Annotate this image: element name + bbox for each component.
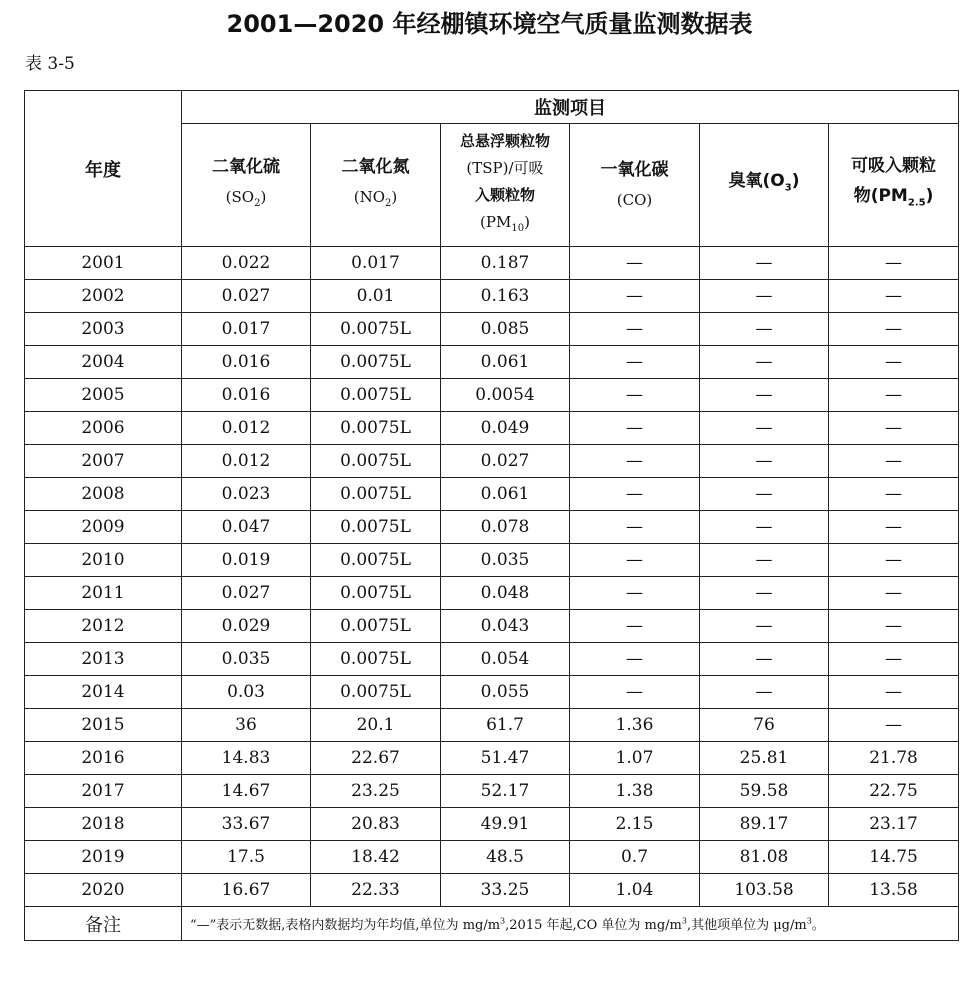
- cell-pm25: —: [829, 247, 959, 280]
- cell-co: —: [570, 313, 700, 346]
- table-row: [25, 511, 959, 544]
- cell-pm25: 21.78: [829, 742, 959, 775]
- cell-so2: 0.03: [182, 676, 311, 709]
- cell-so2: 36: [182, 709, 311, 742]
- cell-tsp: 0.055: [441, 676, 570, 709]
- cell-year: 2010: [25, 544, 182, 577]
- cell-tsp: 0.035: [441, 544, 570, 577]
- cell-co: 1.07: [570, 742, 700, 775]
- cell-tsp: 0.163: [441, 280, 570, 313]
- cell-year: 2001: [25, 247, 182, 280]
- cell-o3: 81.08: [700, 841, 829, 874]
- cell-co: —: [570, 247, 700, 280]
- cell-tsp: 0.187: [441, 247, 570, 280]
- cell-co: —: [570, 412, 700, 445]
- cell-o3: —: [700, 313, 829, 346]
- note-text: “—”表示无数据,表格内数据均为年均值,单位为 $mg/m^3,2015$ 年起,CO 单位为 $mg/m^3$,其他项单位为 $\mu g/m^3$。: [182, 907, 959, 941]
- cell-so2: 0.023: [182, 478, 311, 511]
- table-row: [25, 577, 959, 610]
- cell-no2: 18.42: [311, 841, 441, 874]
- cell-no2: 0.0075L: [311, 313, 441, 346]
- cell-pm25: —: [829, 445, 959, 478]
- table-row: [25, 610, 959, 643]
- cell-so2: 0.027: [182, 280, 311, 313]
- cell-no2: 23.25: [311, 775, 441, 808]
- cell-o3: —: [700, 544, 829, 577]
- cell-pm25: —: [829, 544, 959, 577]
- cell-co: —: [570, 610, 700, 643]
- cell-year: 2003: [25, 313, 182, 346]
- cell-year: 2020: [25, 874, 182, 907]
- cell-pm25: —: [829, 511, 959, 544]
- header-so2-name: 二氧化硫: [212, 156, 280, 177]
- cell-tsp: 33.25: [441, 874, 570, 907]
- cell-o3: 103.58: [700, 874, 829, 907]
- cell-co: —: [570, 643, 700, 676]
- cell-tsp: 49.91: [441, 808, 570, 841]
- cell-co: —: [570, 511, 700, 544]
- header-tsp-line1: 总悬浮颗粒物: [459, 132, 550, 150]
- header-tsp-line3: 入颗粒物: [474, 186, 535, 204]
- header-o3: 臭氧$(O_3)$: [700, 124, 829, 247]
- cell-tsp: 51.47: [441, 742, 570, 775]
- cell-year: 2017: [25, 775, 182, 808]
- table-row: [25, 808, 959, 841]
- cell-pm25: —: [829, 676, 959, 709]
- cell-year: 2019: [25, 841, 182, 874]
- cell-so2: 0.016: [182, 379, 311, 412]
- table-row: [25, 478, 959, 511]
- cell-year: 2008: [25, 478, 182, 511]
- cell-so2: 0.035: [182, 643, 311, 676]
- cell-year: 2006: [25, 412, 182, 445]
- cell-so2: 0.022: [182, 247, 311, 280]
- cell-no2: 0.0075L: [311, 610, 441, 643]
- cell-so2: 33.67: [182, 808, 311, 841]
- table-body: [25, 247, 959, 907]
- cell-co: —: [570, 478, 700, 511]
- cell-pm25: —: [829, 577, 959, 610]
- header-no2-formula: $(NO_2)$: [353, 187, 398, 209]
- header-so2-formula: $(SO_2)$: [225, 187, 267, 209]
- table-row: [25, 379, 959, 412]
- table-row: [25, 775, 959, 808]
- cell-pm25: 22.75: [829, 775, 959, 808]
- cell-tsp: 0.048: [441, 577, 570, 610]
- cell-year: 2007: [25, 445, 182, 478]
- cell-tsp: 0.061: [441, 346, 570, 379]
- cell-so2: 16.67: [182, 874, 311, 907]
- cell-o3: —: [700, 676, 829, 709]
- cell-pm25: —: [829, 412, 959, 445]
- cell-o3: —: [700, 511, 829, 544]
- cell-pm25: —: [829, 280, 959, 313]
- cell-year: 2016: [25, 742, 182, 775]
- cell-o3: 59.58: [700, 775, 829, 808]
- cell-o3: —: [700, 577, 829, 610]
- cell-no2: 0.01: [311, 280, 441, 313]
- cell-no2: 0.0075L: [311, 676, 441, 709]
- cell-co: 1.38: [570, 775, 700, 808]
- cell-no2: 0.0075L: [311, 346, 441, 379]
- header-tsp-formula: $(PM_{10})$: [480, 213, 530, 234]
- table-number: 表 3-5: [25, 54, 75, 74]
- cell-so2: 0.012: [182, 412, 311, 445]
- cell-tsp: 0.049: [441, 412, 570, 445]
- table-row: [25, 874, 959, 907]
- cell-o3: 76: [700, 709, 829, 742]
- note-label: 备注: [25, 907, 182, 941]
- cell-pm25: —: [829, 610, 959, 643]
- cell-co: —: [570, 544, 700, 577]
- header-tsp-line2: (TSP)/可吸: [466, 159, 544, 177]
- cell-year: 2011: [25, 577, 182, 610]
- cell-o3: —: [700, 412, 829, 445]
- cell-year: 2014: [25, 676, 182, 709]
- cell-o3: —: [700, 346, 829, 379]
- table-row: [25, 544, 959, 577]
- cell-year: 2004: [25, 346, 182, 379]
- cell-tsp: 0.078: [441, 511, 570, 544]
- cell-no2: 0.0075L: [311, 511, 441, 544]
- cell-tsp: 0.027: [441, 445, 570, 478]
- cell-no2: 0.017: [311, 247, 441, 280]
- header-pm25: [829, 124, 959, 247]
- cell-co: 2.15: [570, 808, 700, 841]
- table-row: [25, 346, 959, 379]
- cell-year: 2005: [25, 379, 182, 412]
- header-tsp: [441, 124, 570, 247]
- cell-pm25: —: [829, 346, 959, 379]
- header-pm25-line2: 物$(PM_{2.5})$: [853, 186, 934, 209]
- cell-tsp: 0.061: [441, 478, 570, 511]
- header-no2: [311, 124, 441, 247]
- cell-tsp: 48.5: [441, 841, 570, 874]
- cell-no2: 20.83: [311, 808, 441, 841]
- cell-no2: 0.0075L: [311, 544, 441, 577]
- cell-o3: —: [700, 280, 829, 313]
- cell-so2: 17.5: [182, 841, 311, 874]
- cell-o3: —: [700, 643, 829, 676]
- cell-so2: 14.83: [182, 742, 311, 775]
- cell-pm25: —: [829, 313, 959, 346]
- cell-pm25: —: [829, 643, 959, 676]
- cell-tsp: 52.17: [441, 775, 570, 808]
- cell-year: 2018: [25, 808, 182, 841]
- cell-co: —: [570, 346, 700, 379]
- cell-so2: 0.047: [182, 511, 311, 544]
- table-row: [25, 643, 959, 676]
- cell-so2: 0.027: [182, 577, 311, 610]
- cell-co: 0.7: [570, 841, 700, 874]
- note-row: [25, 907, 959, 941]
- cell-o3: —: [700, 610, 829, 643]
- cell-no2: 0.0075L: [311, 643, 441, 676]
- cell-pm25: —: [829, 709, 959, 742]
- header-co: [570, 124, 700, 247]
- cell-no2: 22.33: [311, 874, 441, 907]
- table-row: [25, 445, 959, 478]
- table-row: [25, 412, 959, 445]
- cell-pm25: 23.17: [829, 808, 959, 841]
- table-row: [25, 280, 959, 313]
- cell-so2: 0.012: [182, 445, 311, 478]
- cell-no2: 0.0075L: [311, 577, 441, 610]
- cell-tsp: 0.043: [441, 610, 570, 643]
- table-row: [25, 742, 959, 775]
- cell-so2: 0.016: [182, 346, 311, 379]
- cell-pm25: 13.58: [829, 874, 959, 907]
- table-row: [25, 676, 959, 709]
- cell-tsp: 61.7: [441, 709, 570, 742]
- header-pm25-line1: 可吸入颗粒: [851, 156, 937, 177]
- cell-year: 2013: [25, 643, 182, 676]
- table-row: [25, 247, 959, 280]
- cell-tsp: 0.085: [441, 313, 570, 346]
- cell-year: 2002: [25, 280, 182, 313]
- cell-year: 2015: [25, 709, 182, 742]
- page-title: 2001—2020 年经棚镇环境空气质量监测数据表: [226, 10, 753, 38]
- cell-tsp: 0.0054: [441, 379, 570, 412]
- cell-co: 1.04: [570, 874, 700, 907]
- cell-no2: 0.0075L: [311, 412, 441, 445]
- header-so2: [182, 124, 311, 247]
- cell-year: 2012: [25, 610, 182, 643]
- cell-co: —: [570, 676, 700, 709]
- cell-co: —: [570, 379, 700, 412]
- header-co-name: 一氧化碳: [600, 160, 669, 180]
- cell-o3: 89.17: [700, 808, 829, 841]
- cell-no2: 0.0075L: [311, 445, 441, 478]
- cell-no2: 0.0075L: [311, 478, 441, 511]
- cell-no2: 22.67: [311, 742, 441, 775]
- cell-so2: 0.029: [182, 610, 311, 643]
- table-row: [25, 709, 959, 742]
- cell-tsp: 0.054: [441, 643, 570, 676]
- cell-o3: —: [700, 379, 829, 412]
- cell-co: —: [570, 445, 700, 478]
- cell-year: 2009: [25, 511, 182, 544]
- cell-so2: 0.017: [182, 313, 311, 346]
- cell-so2: 0.019: [182, 544, 311, 577]
- cell-co: —: [570, 280, 700, 313]
- cell-o3: —: [700, 478, 829, 511]
- cell-o3: 25.81: [700, 742, 829, 775]
- cell-pm25: —: [829, 478, 959, 511]
- cell-co: 1.36: [570, 709, 700, 742]
- header-no2-name: 二氧化氮: [341, 156, 410, 177]
- table-row: [25, 841, 959, 874]
- header-monitoring-items: 监测项目: [182, 91, 959, 124]
- cell-no2: 0.0075L: [311, 379, 441, 412]
- cell-no2: 20.1: [311, 709, 441, 742]
- air-quality-table: [24, 90, 959, 941]
- cell-o3: —: [700, 247, 829, 280]
- header-year: 年度: [25, 91, 182, 247]
- header-co-formula: (CO): [616, 191, 653, 209]
- cell-o3: —: [700, 445, 829, 478]
- table-row: [25, 313, 959, 346]
- cell-co: —: [570, 577, 700, 610]
- cell-so2: 14.67: [182, 775, 311, 808]
- cell-pm25: —: [829, 379, 959, 412]
- cell-pm25: 14.75: [829, 841, 959, 874]
